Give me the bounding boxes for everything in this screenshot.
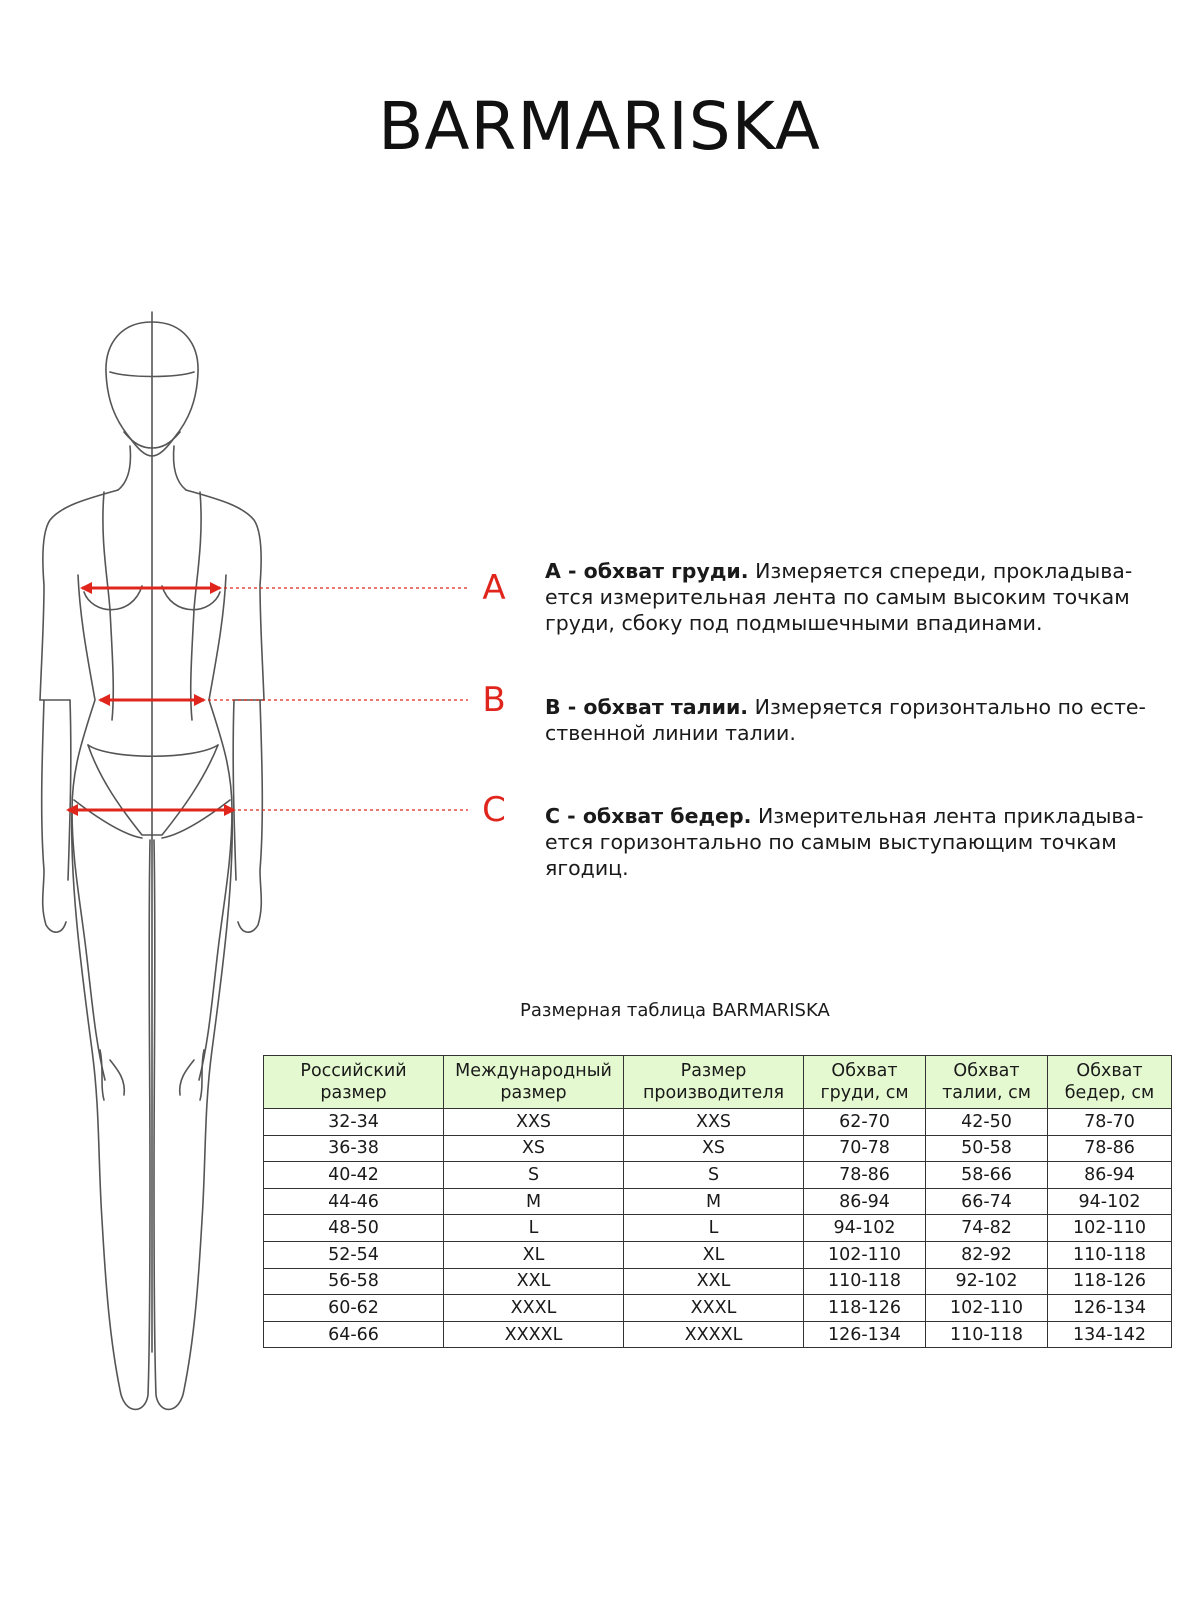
measurement-lines: [66, 582, 468, 816]
size-table-body: [264, 1109, 1172, 1348]
header-waist: Обхват талии, см: [926, 1056, 1048, 1109]
cell-waist: 82-92: [926, 1241, 1048, 1268]
measurement-b-term: В - обхват талии.: [545, 695, 749, 719]
cell-chest: 102-110: [804, 1241, 926, 1268]
cell-manufacturer-size: XXS: [624, 1109, 804, 1136]
cell-hips: 102-110: [1048, 1215, 1172, 1242]
cell-russian-size: 40-42: [264, 1162, 444, 1189]
cell-russian-size: 44-46: [264, 1188, 444, 1215]
table-row: [264, 1162, 1172, 1189]
marker-a: A: [482, 568, 506, 608]
cell-international-size: XXXXL: [444, 1321, 624, 1348]
cell-manufacturer-size: S: [624, 1162, 804, 1189]
cell-manufacturer-size: M: [624, 1188, 804, 1215]
cell-waist: 74-82: [926, 1215, 1048, 1242]
cell-manufacturer-size: XXXL: [624, 1295, 804, 1322]
header-manufacturer-size: Размер производителя: [624, 1056, 804, 1109]
size-table-header-row: [264, 1056, 1172, 1109]
size-table-title: Размерная таблица BARMARISKA: [520, 1000, 830, 1021]
marker-b: B: [482, 680, 506, 720]
table-row: [264, 1215, 1172, 1242]
measurement-b-text: Измеряется горизонтально по есте-ственной линии талии.: [545, 695, 1146, 745]
cell-manufacturer-size: XS: [624, 1135, 804, 1162]
marker-c: C: [482, 790, 506, 830]
measurement-a-description: [545, 558, 1180, 636]
measurement-c-description: [545, 803, 1180, 881]
measurement-c-term: С - обхват бедер.: [545, 804, 752, 828]
table-row: [264, 1241, 1172, 1268]
table-row: [264, 1321, 1172, 1348]
table-row: [264, 1188, 1172, 1215]
cell-chest: 118-126: [804, 1295, 926, 1322]
cell-international-size: XXL: [444, 1268, 624, 1295]
cell-hips: 78-86: [1048, 1135, 1172, 1162]
cell-waist: 58-66: [926, 1162, 1048, 1189]
cell-russian-size: 52-54: [264, 1241, 444, 1268]
cell-chest: 110-118: [804, 1268, 926, 1295]
cell-russian-size: 32-34: [264, 1109, 444, 1136]
cell-international-size: M: [444, 1188, 624, 1215]
cell-russian-size: 36-38: [264, 1135, 444, 1162]
measurement-a-term: А - обхват груди.: [545, 559, 749, 583]
cell-chest: 70-78: [804, 1135, 926, 1162]
cell-waist: 50-58: [926, 1135, 1048, 1162]
cell-international-size: L: [444, 1215, 624, 1242]
table-row: [264, 1268, 1172, 1295]
table-row: [264, 1135, 1172, 1162]
cell-chest: 94-102: [804, 1215, 926, 1242]
cell-waist: 66-74: [926, 1188, 1048, 1215]
cell-hips: 94-102: [1048, 1188, 1172, 1215]
cell-hips: 118-126: [1048, 1268, 1172, 1295]
cell-hips: 126-134: [1048, 1295, 1172, 1322]
cell-international-size: S: [444, 1162, 624, 1189]
cell-hips: 78-70: [1048, 1109, 1172, 1136]
cell-hips: 134-142: [1048, 1321, 1172, 1348]
figure-leg-left: [72, 810, 150, 1409]
cell-waist: 92-102: [926, 1268, 1048, 1295]
table-row: [264, 1295, 1172, 1322]
header-russian-size: Российский размер: [264, 1056, 444, 1109]
size-table: [263, 1055, 1172, 1348]
cell-manufacturer-size: L: [624, 1215, 804, 1242]
figure-leg-right: [154, 810, 232, 1409]
cell-waist: 42-50: [926, 1109, 1048, 1136]
cell-waist: 102-110: [926, 1295, 1048, 1322]
cell-manufacturer-size: XXL: [624, 1268, 804, 1295]
measurement-b-description: [545, 694, 1180, 746]
cell-manufacturer-size: XXXXL: [624, 1321, 804, 1348]
cell-chest: 62-70: [804, 1109, 926, 1136]
cell-international-size: XL: [444, 1241, 624, 1268]
cell-international-size: XXS: [444, 1109, 624, 1136]
cell-russian-size: 64-66: [264, 1321, 444, 1348]
cell-chest: 78-86: [804, 1162, 926, 1189]
cell-international-size: XS: [444, 1135, 624, 1162]
cell-hips: 110-118: [1048, 1241, 1172, 1268]
cell-hips: 86-94: [1048, 1162, 1172, 1189]
header-international-size: Международный размер: [444, 1056, 624, 1109]
measurement-a-text: Измеряется спереди, прокладыва-ется измерительная лента по самым высоким точкам груди, сбоку под подмышечными впадинами.: [545, 559, 1133, 635]
brand-title: BARMARISKA: [378, 88, 821, 165]
table-row: [264, 1109, 1172, 1136]
cell-chest: 126-134: [804, 1321, 926, 1348]
cell-russian-size: 60-62: [264, 1295, 444, 1322]
cell-waist: 110-118: [926, 1321, 1048, 1348]
header-hips: Обхват бедер, см: [1048, 1056, 1172, 1109]
cell-manufacturer-size: XL: [624, 1241, 804, 1268]
cell-russian-size: 48-50: [264, 1215, 444, 1242]
cell-international-size: XXXL: [444, 1295, 624, 1322]
measurement-c-text: Измерительная лента прикладыва-ется горизонтально по самым выступающим точкам ягодиц.: [545, 804, 1144, 880]
cell-chest: 86-94: [804, 1188, 926, 1215]
header-chest: Обхват груди, см: [804, 1056, 926, 1109]
cell-russian-size: 56-58: [264, 1268, 444, 1295]
